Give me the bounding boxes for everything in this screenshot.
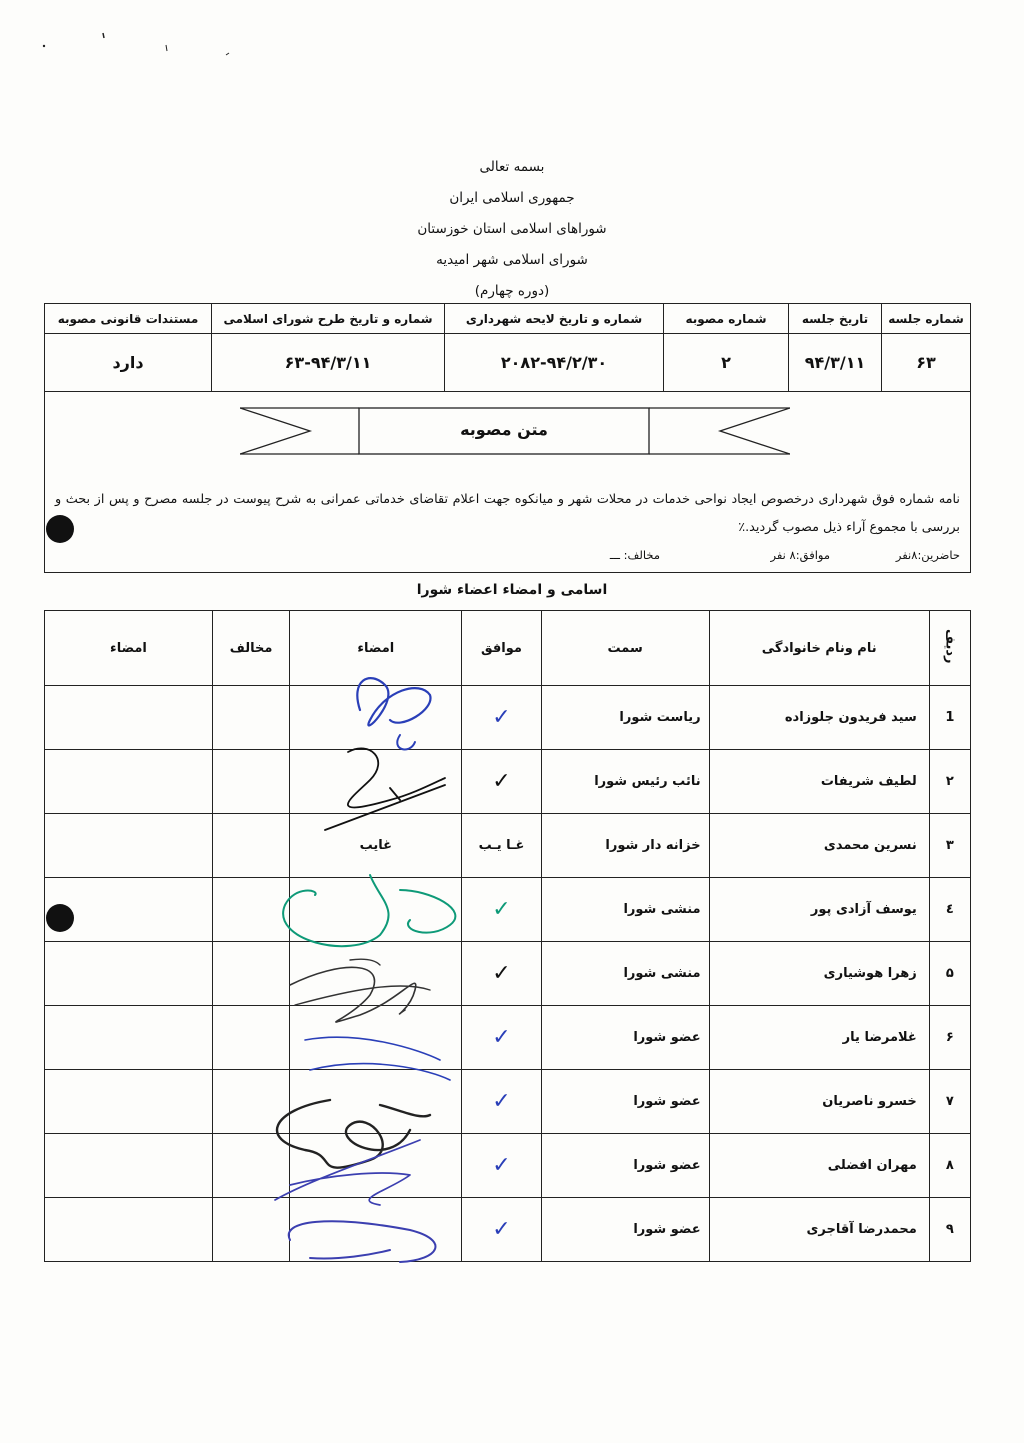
- council-plan-no-date: ۶۳-۹۴/۳/۱۱: [212, 334, 445, 392]
- oppose-cell: [212, 942, 289, 1006]
- signature-cell: [290, 942, 462, 1006]
- row-number: ۲: [929, 750, 970, 814]
- header-resolution-no: شماره مصوبه: [664, 304, 789, 334]
- table-row: [45, 942, 971, 1006]
- header-bill-no-date: شماره و تاریخ لایحه شهرداری: [445, 304, 664, 334]
- row-number: ۵: [929, 942, 970, 1006]
- header-role: سمت: [541, 611, 709, 686]
- header-signature: امضاء: [290, 611, 462, 686]
- sign-cell: [45, 1198, 213, 1262]
- resolution-info-table: [44, 303, 971, 392]
- member-role: منشی شورا: [541, 878, 709, 942]
- signature-cell: [290, 878, 462, 942]
- header-line: شوراهای اسلامی استان خوزستان: [417, 221, 607, 237]
- oppose-cell: [212, 1134, 289, 1198]
- header-session-no: شماره جلسه: [882, 304, 971, 334]
- present-count: حاضرین:۸نفر: [895, 548, 960, 562]
- row-number: ۹: [929, 1198, 970, 1262]
- table-row: [45, 814, 971, 878]
- vote-summary: [55, 548, 960, 568]
- oppose-count: مخالف: ـــ: [609, 548, 660, 562]
- table-row: [45, 1070, 971, 1134]
- absent-mark: غـا یـب: [462, 814, 541, 878]
- agree-mark: ✓: [492, 1153, 511, 1178]
- member-name: لطیف شریفات: [709, 750, 929, 814]
- signature-cell: [290, 686, 462, 750]
- header-line: بسمه تعالی: [479, 159, 545, 175]
- sign-cell: [45, 686, 213, 750]
- agree-mark: ✓: [492, 769, 511, 794]
- member-role: منشی شورا: [541, 942, 709, 1006]
- header-line: (دوره چهارم): [474, 283, 550, 299]
- signature-cell: [290, 1198, 462, 1262]
- table-row: [45, 1006, 971, 1070]
- member-role: خزانه دار شورا: [541, 814, 709, 878]
- signature-cell: [290, 1006, 462, 1070]
- agree-mark: ✓: [492, 1025, 511, 1050]
- row-number: ٤: [929, 878, 970, 942]
- sign-cell: [45, 814, 213, 878]
- members-header-row: [45, 611, 971, 686]
- header-oppose: مخالف: [212, 611, 289, 686]
- member-name: محمدرضا آقاجری: [709, 1198, 929, 1262]
- oppose-cell: [212, 750, 289, 814]
- member-role: عضو شورا: [541, 1006, 709, 1070]
- resolution-title: متن مصوبه: [460, 420, 548, 439]
- signature-cell: [290, 1134, 462, 1198]
- header-line: شورای اسلامی شهر امیدیه: [436, 252, 588, 268]
- info-header-row: [45, 304, 971, 334]
- members-title: اسامی و امضاء اعضاء شورا: [416, 582, 608, 598]
- member-role: عضو شورا: [541, 1198, 709, 1262]
- oppose-cell: [212, 878, 289, 942]
- sign-cell: [45, 750, 213, 814]
- row-number: ۸: [929, 1134, 970, 1198]
- header-legal-docs: مستندات قانونی مصوبه: [45, 304, 212, 334]
- header-line: جمهوری اسلامی ایران: [449, 190, 575, 206]
- oppose-cell: [212, 1070, 289, 1134]
- header-row-number-label: ردیف: [942, 628, 958, 664]
- sign-cell: [45, 878, 213, 942]
- header-row-number: [929, 611, 970, 686]
- signature-cell: [290, 750, 462, 814]
- agree-check-icon: [462, 878, 541, 942]
- legal-docs: دارد: [45, 334, 212, 392]
- signature-cell: غایب: [290, 814, 462, 878]
- member-name: زهرا هوشیاری: [709, 942, 929, 1006]
- resolution-text: نامه شماره فوق شهرداری درخصوص ایجاد نواحی خدمات در محلات شهر و میانکوه جهت اعلام تقاضای خدماتی عمرانی به شرح پیوست در جلسه مصرح و پس از بحث و بررسی با مجموع آراء ذیل مصوب گردید.٪: [55, 492, 960, 535]
- member-role: ریاست شورا: [541, 686, 709, 750]
- agree-check-icon: [462, 942, 541, 1006]
- table-row: [45, 750, 971, 814]
- signature-cell: [290, 1070, 462, 1134]
- session-date: ۹۴/۳/۱۱: [789, 334, 882, 392]
- agree-mark: ✓: [492, 1217, 511, 1242]
- info-value-row: [45, 334, 971, 392]
- bill-no-date: ۲۰۸۲-۹۴/۲/۳۰: [445, 334, 664, 392]
- session-no: ۶۳: [882, 334, 971, 392]
- member-name: نسرین محمدی: [709, 814, 929, 878]
- sign-cell: [45, 1070, 213, 1134]
- member-role: عضو شورا: [541, 1070, 709, 1134]
- header-session-date: تاریخ جلسه: [789, 304, 882, 334]
- member-name: یوسف آزادی پور: [709, 878, 929, 942]
- member-name: غلامرضا یار: [709, 1006, 929, 1070]
- row-number: ۳: [929, 814, 970, 878]
- oppose-cell: [212, 1006, 289, 1070]
- members-table: [44, 610, 971, 1262]
- sign-cell: [45, 1006, 213, 1070]
- document-header: [0, 152, 1024, 307]
- member-role: نائب رئیس شورا: [541, 750, 709, 814]
- agree-check-icon: [462, 1006, 541, 1070]
- agree-mark: ✓: [492, 705, 511, 730]
- agree-check-icon: [462, 750, 541, 814]
- member-role: عضو شورا: [541, 1134, 709, 1198]
- resolution-no: ۲: [664, 334, 789, 392]
- agree-check-icon: [462, 1198, 541, 1262]
- member-name: خسرو ناصریان: [709, 1070, 929, 1134]
- header-sign: امضاء: [45, 611, 213, 686]
- member-name: مهران افضلی: [709, 1134, 929, 1198]
- row-number: 1: [929, 686, 970, 750]
- row-number: ۶: [929, 1006, 970, 1070]
- agree-mark: ✓: [492, 897, 511, 922]
- agree-check-icon: [462, 686, 541, 750]
- scan-marks: [30, 28, 250, 68]
- header-council-plan-no-date: شماره و تاریخ طرح شورای اسلامی: [212, 304, 445, 334]
- header-name: نام ونام خانوادگی: [709, 611, 929, 686]
- agree-count: موافق:۸ نفر: [770, 548, 830, 562]
- oppose-cell: [212, 1198, 289, 1262]
- resolution-text-box: [44, 389, 971, 573]
- member-name: سید فریدون جلوزاده: [709, 686, 929, 750]
- agree-check-icon: [462, 1134, 541, 1198]
- agree-mark: ✓: [492, 1089, 511, 1114]
- table-row: [45, 878, 971, 942]
- sign-cell: [45, 942, 213, 1006]
- agree-mark: ✓: [492, 961, 511, 986]
- oppose-cell: [212, 686, 289, 750]
- row-number: ۷: [929, 1070, 970, 1134]
- table-row: [45, 1134, 971, 1198]
- header-agree: موافق: [462, 611, 541, 686]
- table-row: [45, 686, 971, 750]
- oppose-cell: [212, 814, 289, 878]
- table-row: [45, 1198, 971, 1262]
- sign-cell: [45, 1134, 213, 1198]
- agree-check-icon: [462, 1070, 541, 1134]
